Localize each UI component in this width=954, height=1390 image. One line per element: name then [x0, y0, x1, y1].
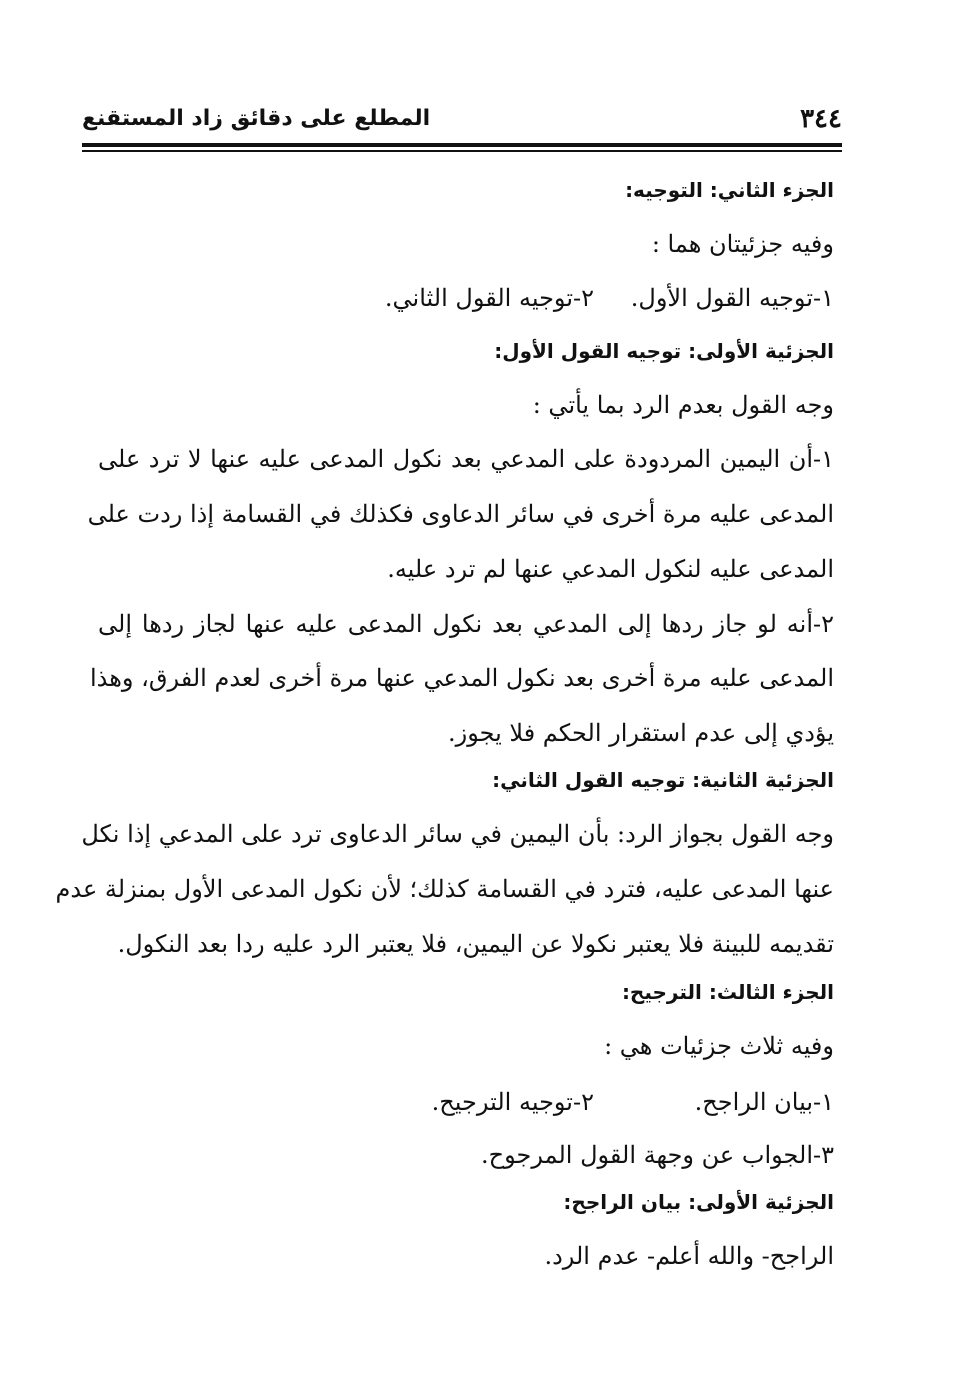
body-line: المدعى عليه لنكول المدعي عنها لم ترد عليه.: [387, 555, 834, 583]
subsection-heading: الجزئية الأولى: بيان الراجح:: [563, 1190, 834, 1214]
section-heading-part-three: الجزء الثالث: الترجيح:: [621, 980, 834, 1004]
subsection-heading: الجزئية الأولى: توجيه القول الأول:: [494, 339, 834, 363]
body-line: تقديمه للبينة فلا يعتبر نكولا عن اليمين، فلا يعتبر الرد عليه ردا بعد النكول.: [117, 930, 834, 958]
running-title: المطلع على دقائق زاد المستقنع: [82, 106, 431, 131]
body-line: ١-أن اليمين المردودة على المدعي بعد نكول المدعى عليه عنها لا ترد على: [98, 445, 834, 473]
body-line: المدعى عليه مرة أخرى بعد نكول المدعي عنها مرة أخرى لعدم الفرق، وهذا: [89, 664, 834, 692]
body-line: عنها المدعى عليه، فترد في القسامة كذلك؛ لأن نكول المدعى الأول بمنزلة عدم: [55, 875, 834, 903]
list-item: ٣-الجواب عن وجهة القول المرجوح.: [480, 1141, 834, 1169]
body-line: المدعى عليه مرة أخرى في سائر الدعاوى فكذلك في القسامة إذا ردت على: [87, 500, 834, 528]
body-line: وفيه ثلاث جزئيات هي :: [604, 1032, 834, 1060]
body-line: يؤدي إلى عدم استقرار الحكم فلا يجوز.: [447, 719, 834, 747]
body-line: ٢-أنه لو جاز ردها إلى المدعي بعد نكول المدعى عليه عنها لجاز ردها إلى: [98, 610, 834, 638]
body-line: وجه القول بعدم الرد بما يأتي :: [532, 391, 834, 419]
list-item: ٢-توجيه القول الثاني.: [384, 284, 594, 312]
header-rule-thin: [82, 150, 842, 152]
body-line: الراجح- والله أعلم- عدم الرد.: [544, 1242, 834, 1270]
subsection-heading: الجزئية الثانية: توجيه القول الثاني:: [492, 768, 834, 792]
body-line: وفيه جزئيتان هما :: [651, 230, 834, 258]
body-line: وجه القول بجواز الرد: بأن اليمين في سائر الدعاوى ترد على المدعي إذا نكل: [81, 820, 834, 848]
list-item: ١-بيان الراجح.: [694, 1088, 834, 1116]
header-rule-thick: [82, 143, 842, 147]
page-header: [82, 100, 842, 140]
section-heading-part-two: الجزء الثاني: التوجيه:: [625, 178, 834, 202]
page-number: ٣٤٤: [800, 104, 842, 134]
list-item: ١-توجيه القول الأول.: [630, 284, 834, 312]
list-item: ٢-توجيه الترجيح.: [431, 1088, 594, 1116]
